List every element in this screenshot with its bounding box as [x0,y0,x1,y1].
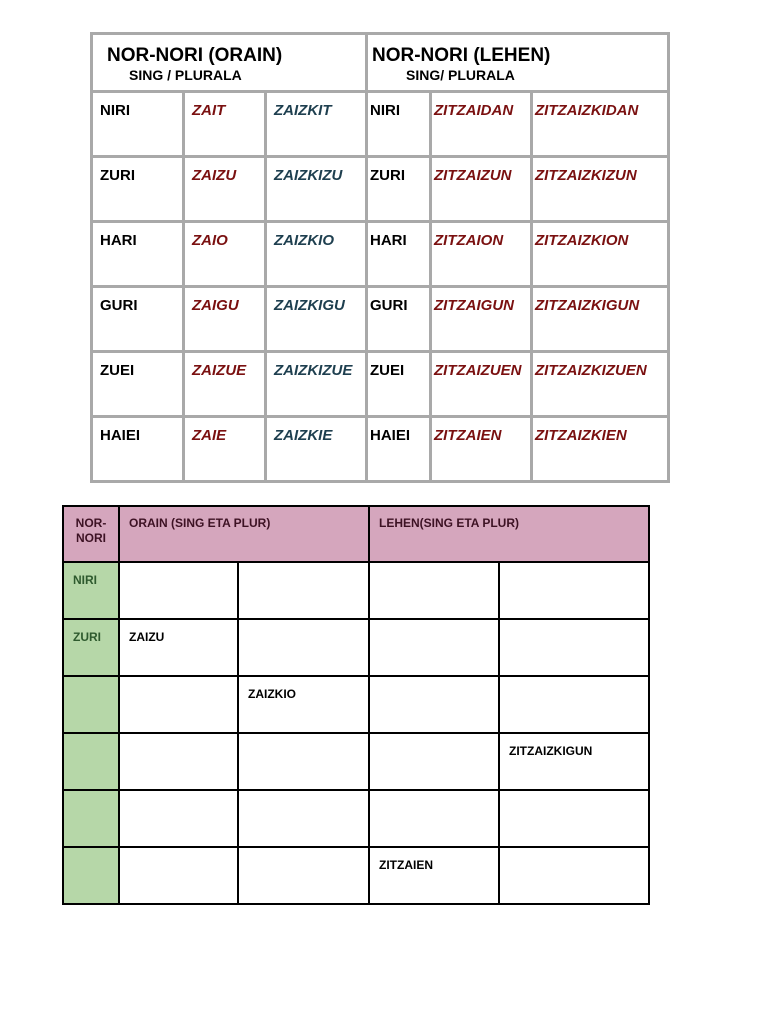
exercise-answer-cell[interactable] [238,733,369,790]
reference-row [92,287,669,352]
pronoun-text: HARI [100,232,137,249]
present-singular-text: ZAIZUE [192,362,247,379]
present-singular-text: ZAIGU [192,297,239,314]
pronoun-text: GURI [100,297,138,314]
past-plural-text: ZITZAIZKION [535,232,629,249]
present-plural-cell [266,157,367,222]
exercise-answer-cell[interactable] [238,619,369,676]
present-singular-cell [184,222,266,287]
past-plural-text: ZITZAIZKIZUN [535,167,637,184]
reference-row [92,417,669,482]
exercise-row [63,562,649,619]
present-singular-text: ZAIO [192,232,228,249]
exercise-row-label: NIRI [63,562,119,619]
present-plural-text: ZAIZKIZUE [274,362,353,379]
exercise-answer-cell[interactable] [369,619,499,676]
past-plural-cell [532,287,669,352]
exercise-row [63,847,649,904]
past-singular-cell [431,352,532,417]
reference-row [92,352,669,417]
present-singular-cell [184,352,266,417]
exercise-answer-cell[interactable] [499,847,649,904]
past-singular-text: ZITZAIDAN [434,102,514,119]
past-singular-cell [431,287,532,352]
exercise-row [63,790,649,847]
past-pronoun-cell [367,222,431,287]
exercise-corner-label [63,506,119,562]
exercise-past-header: LEHEN(SING ETA PLUR) [369,506,649,562]
past-plural-text: ZITZAIZKIZUEN [535,362,647,379]
past-singular-cell [431,417,532,482]
exercise-row-label [63,676,119,733]
present-plural-cell [266,222,367,287]
past-pronoun-text: ZUEI [370,362,405,379]
exercise-answer-cell[interactable] [499,676,649,733]
exercise-answer-cell[interactable] [369,676,499,733]
exercise-answer-cell[interactable] [238,562,369,619]
past-pronoun-text: HARI [370,232,407,249]
exercise-answer-cell[interactable] [238,790,369,847]
past-pronoun-text: ZURI [370,167,405,184]
present-plural-cell [266,287,367,352]
past-pronoun-cell [367,352,431,417]
past-singular-cell [431,92,532,157]
exercise-answer-cell[interactable] [369,562,499,619]
pronoun-cell [92,92,184,157]
present-title: NOR-NORI (ORAIN) [107,45,283,66]
exercise-answer-cell[interactable] [369,733,499,790]
present-plural-text: ZAIZKIZU [274,167,343,184]
exercise-row-label: ZURI [63,619,119,676]
exercise-answer-cell[interactable] [119,790,238,847]
past-pronoun-text: NIRI [370,102,400,119]
pronoun-text: ZUEI [100,362,135,379]
past-pronoun-cell [367,417,431,482]
present-plural-cell [266,92,367,157]
reference-row [92,157,669,222]
exercise-answer-cell[interactable] [499,790,649,847]
present-subtitle: SING / PLURALA [129,67,242,83]
past-pronoun-text: HAIEI [370,427,411,444]
past-pronoun-cell [367,157,431,222]
exercise-answer-cell[interactable] [119,847,238,904]
pronoun-cell [92,157,184,222]
exercise-present-header: ORAIN (SING ETA PLUR) [119,506,369,562]
present-singular-cell [184,92,266,157]
pronoun-cell [92,417,184,482]
past-pronoun-cell [367,92,431,157]
past-subtitle: SING/ PLURALA [406,67,515,83]
exercise-row [63,619,649,676]
past-singular-cell [431,157,532,222]
past-pronoun-text: GURI [370,297,408,314]
present-plural-text: ZAIZKIO [274,232,334,249]
exercise-row [63,733,649,790]
present-singular-text: ZAIZU [192,167,237,184]
exercise-answer-cell[interactable] [238,847,369,904]
present-singular-cell [184,287,266,352]
present-plural-cell [266,352,367,417]
exercise-answer-cell[interactable] [119,733,238,790]
exercise-table [62,505,650,905]
past-plural-cell [532,222,669,287]
past-singular-text: ZITZAIZUEN [434,362,522,379]
exercise-answer-cell[interactable] [499,562,649,619]
exercise-row-label [63,847,119,904]
present-plural-cell [266,417,367,482]
exercise-answer-cell[interactable]: ZITZAIZKIGUN [499,733,649,790]
exercise-answer-cell[interactable] [499,619,649,676]
past-singular-text: ZITZAIZUN [434,167,512,184]
past-plural-cell [532,92,669,157]
past-plural-cell [532,157,669,222]
past-plural-text: ZITZAIZKIGUN [535,297,640,314]
exercise-answer-cell[interactable] [119,676,238,733]
exercise-answer-cell[interactable]: ZAIZKIO [238,676,369,733]
past-singular-text: ZITZAION [434,232,504,249]
pronoun-text: ZURI [100,167,135,184]
present-plural-text: ZAIZKIT [274,102,332,119]
pronoun-cell [92,287,184,352]
past-plural-cell [532,417,669,482]
past-plural-cell [532,352,669,417]
exercise-row-label [63,790,119,847]
pronoun-text: NIRI [100,102,130,119]
exercise-answer-cell[interactable] [119,562,238,619]
past-title: NOR-NORI (LEHEN) [372,45,551,66]
past-singular-cell [431,222,532,287]
past-singular-text: ZITZAIEN [434,427,502,444]
reference-conjugation-table [90,32,670,483]
present-plural-text: ZAIZKIE [274,427,333,444]
pronoun-cell [92,222,184,287]
exercise-corner-text: NOR- NORI [75,516,107,545]
exercise-row-label [63,733,119,790]
present-plural-text: ZAIZKIGU [274,297,345,314]
past-plural-text: ZITZAIZKIDAN [535,102,639,119]
past-pronoun-cell [367,287,431,352]
reference-row [92,222,669,287]
present-header-cell [92,34,367,92]
present-singular-text: ZAIT [192,102,226,119]
reference-row [92,92,669,157]
exercise-answer-cell[interactable]: ZITZAIEN [369,847,499,904]
pronoun-text: HAIEI [100,427,141,444]
past-plural-text: ZITZAIZKIEN [535,427,627,444]
present-singular-text: ZAIE [192,427,227,444]
exercise-row [63,676,649,733]
exercise-header-row [63,506,649,562]
exercise-answer-cell[interactable] [369,790,499,847]
present-singular-cell [184,417,266,482]
reference-header-row [92,34,669,92]
past-header-cell [367,34,669,92]
present-singular-cell [184,157,266,222]
exercise-answer-cell[interactable]: ZAIZU [119,619,238,676]
pronoun-cell [92,352,184,417]
past-singular-text: ZITZAIGUN [434,297,514,314]
